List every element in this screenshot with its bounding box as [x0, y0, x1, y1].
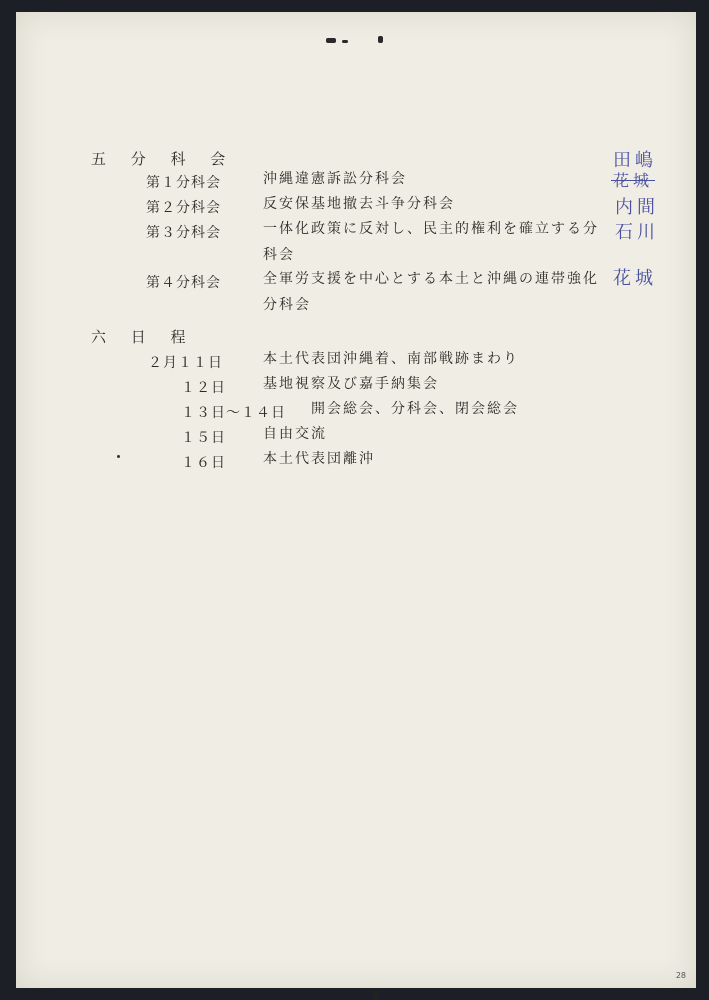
handwritten-note-3: 石川 — [615, 222, 659, 243]
schedule-date-5: １６日 — [181, 455, 226, 471]
handwritten-note-4: 花城 — [613, 268, 657, 289]
schedule-date-3: １３日～１４日 — [181, 405, 286, 421]
handwritten-note-1-struck: 花城 — [613, 168, 653, 191]
bunkakai-label-1: 第１分科会 — [146, 175, 221, 191]
binding-hole-marks — [326, 36, 386, 46]
page-number: 28 — [675, 971, 686, 980]
bunkakai-text-3: 一体化政策に反対し、民主的権利を確立する分科会 — [263, 221, 599, 263]
handwritten-note-1: 田嶋 — [613, 150, 657, 171]
bunkakai-text-1: 沖縄違憲訴訟分科会 — [263, 171, 407, 187]
document-page — [16, 12, 696, 988]
handwritten-note-2: 内間 — [615, 197, 659, 218]
bunkakai-text-2: 反安保基地撤去斗争分科会 — [263, 196, 455, 212]
stray-ink-dot — [117, 455, 120, 458]
bunkakai-label-3: 第３分科会 — [146, 225, 221, 241]
section-heading-nittei: 六 日 程 — [91, 328, 196, 346]
schedule-text-2: 基地視察及び嘉手納集会 — [263, 376, 439, 392]
bunkakai-label-4: 第４分科会 — [146, 275, 221, 291]
schedule-date-4: １５日 — [181, 430, 226, 446]
schedule-text-3: 開会総会、分科会、閉会総会 — [311, 401, 519, 417]
schedule-date-2: １２日 — [181, 380, 226, 396]
bottom-binding-mark — [373, 990, 379, 1000]
section-heading-bunkakai: 五 分 科 会 — [91, 150, 236, 168]
schedule-text-5: 本土代表団離沖 — [263, 451, 375, 467]
bunkakai-text-4: 全軍労支援を中心とする本土と沖縄の連帯強化分科会 — [263, 271, 599, 313]
schedule-date-1: ２月１１日 — [148, 355, 223, 371]
bunkakai-label-2: 第２分科会 — [146, 200, 221, 216]
schedule-text-1: 本土代表団沖縄着、南部戦跡まわり — [263, 351, 519, 367]
schedule-text-4: 自由交流 — [263, 426, 327, 442]
